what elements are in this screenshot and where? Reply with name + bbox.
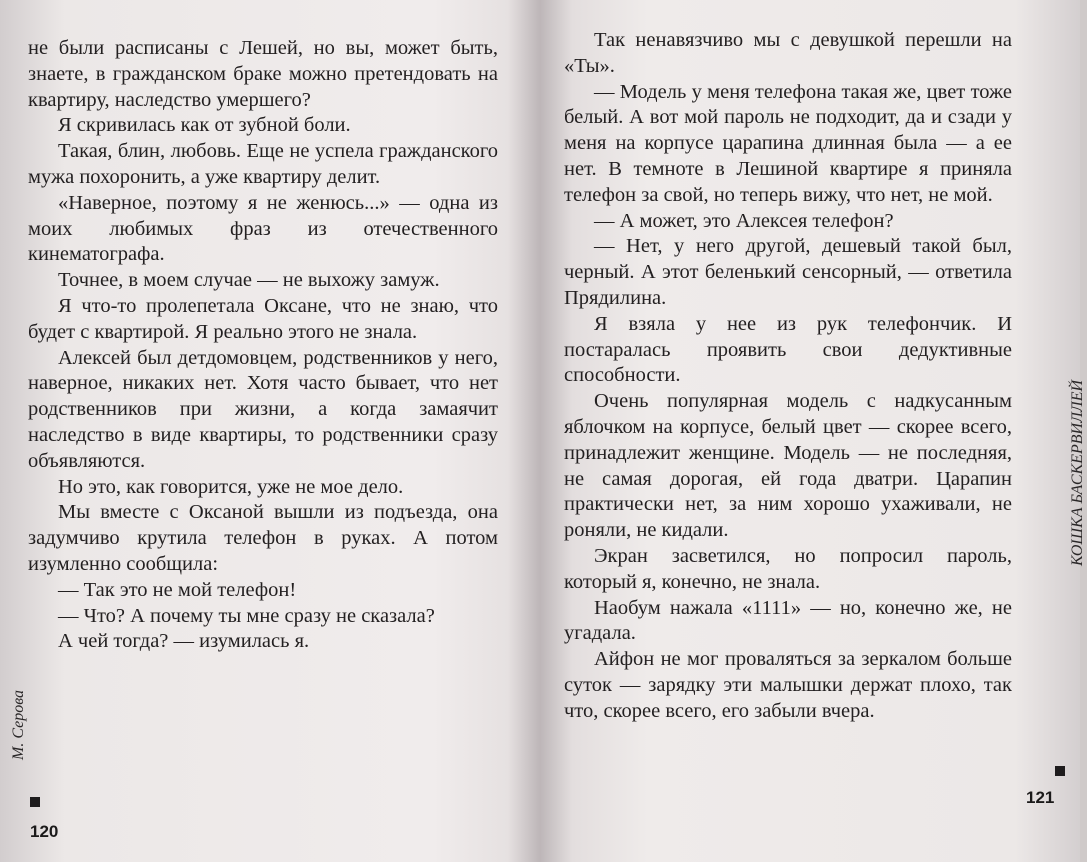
paragraph: не были расписаны с Лешей, но вы, может быть, знаете, в гражданском браке можно претендовать на квартиру, наследство умершего?	[28, 37, 498, 111]
paragraph: Наобум нажала «1111» — но, конечно же, не угадала.	[564, 596, 1012, 645]
paragraph: «Наверное, поэтому я не женюсь...» — одна из моих любимых фраз из отечественного кинематографа.	[28, 191, 498, 266]
paragraph: Так ненавязчиво мы с девушкой перешли на «Ты».	[564, 29, 1012, 77]
paragraph: А чей тогда? — изумилась я.	[58, 630, 310, 653]
paragraph: Очень популярная модель с надкусанным яблочком на корпусе, белый цвет — скорее всего, принадлежит женщине. Модель — не последняя, не самая дорогая, ей года дватри. Царапин практически нет, за ним хорошо ухаживали, не роняли, не кидали.	[564, 390, 1012, 542]
running-head-author: М. Серова	[10, 689, 27, 760]
paragraph: Точнее, в моем случае — не выхожу замуж.	[58, 269, 440, 292]
paragraph: Айфон не мог проваляться за зеркалом больше суток — зарядку эти малышки держат плохо, так что, скорее всего, его забыли вчера.	[564, 648, 1012, 722]
paragraph: Я скривилась как от зубной боли.	[58, 114, 351, 137]
page-number-right: 121	[1026, 788, 1055, 807]
paragraph: Мы вместе с Оксаной вышли из подъезда, она задумчиво крутила телефон в руках. А потом изумленно сообщила:	[28, 501, 498, 575]
paragraph: — Нет, у него другой, дешевый такой был, черный. А этот беленький сенсорный, — ответила Прядилина.	[564, 235, 1012, 309]
paragraph: Экран засветился, но попросил пароль, который я, конечно, не знала.	[564, 544, 1012, 593]
page-number-left: 120	[30, 822, 59, 841]
paragraph: Я взяла у нее из рук телефончик. И постаралась проявить свои дедуктивные способности.	[564, 312, 1012, 387]
right-page-text	[564, 28, 1012, 725]
paragraph: Я что-то пролепетала Оксане, что не знаю, что будет с квартирой. Я реально этого не знала.	[28, 294, 498, 343]
paragraph: — Что? А почему ты мне сразу не сказала?	[58, 604, 435, 627]
left-page-text	[28, 36, 498, 655]
left-page	[0, 0, 538, 862]
square-marker-icon	[30, 797, 40, 807]
paragraph: Такая, блин, любовь. Еще не успела гражданского мужа похоронить, а уже квартиру делит.	[28, 140, 498, 188]
paragraph: Но это, как говорится, уже не мое дело.	[58, 475, 404, 498]
paragraph: — А может, это Алексея телефон?	[594, 209, 894, 232]
running-head-title: КОШКА БАСКЕРВИЛЛЕЙ	[1069, 379, 1086, 566]
paragraph: — Так это не мой телефон!	[58, 578, 297, 601]
square-marker-icon	[1055, 766, 1065, 776]
right-page	[542, 0, 1086, 862]
paragraph: — Модель у меня телефона такая же, цвет тоже белый. А вот мой пароль не подходит, да и сзади у меня на корпусе царапина длинная была — а ее нет. В темноте в Лешиной квартире я приняла телефон за свой, но теперь вижу, что нет, не мой.	[564, 80, 1012, 206]
paragraph: Алексей был детдомовцем, родственников у него, наверное, никаких нет. Хотя часто бывает, что нет родственников при жизни, а когда замаячит наследство в виде квартиры, то родственники сразу объявляются.	[28, 346, 498, 472]
